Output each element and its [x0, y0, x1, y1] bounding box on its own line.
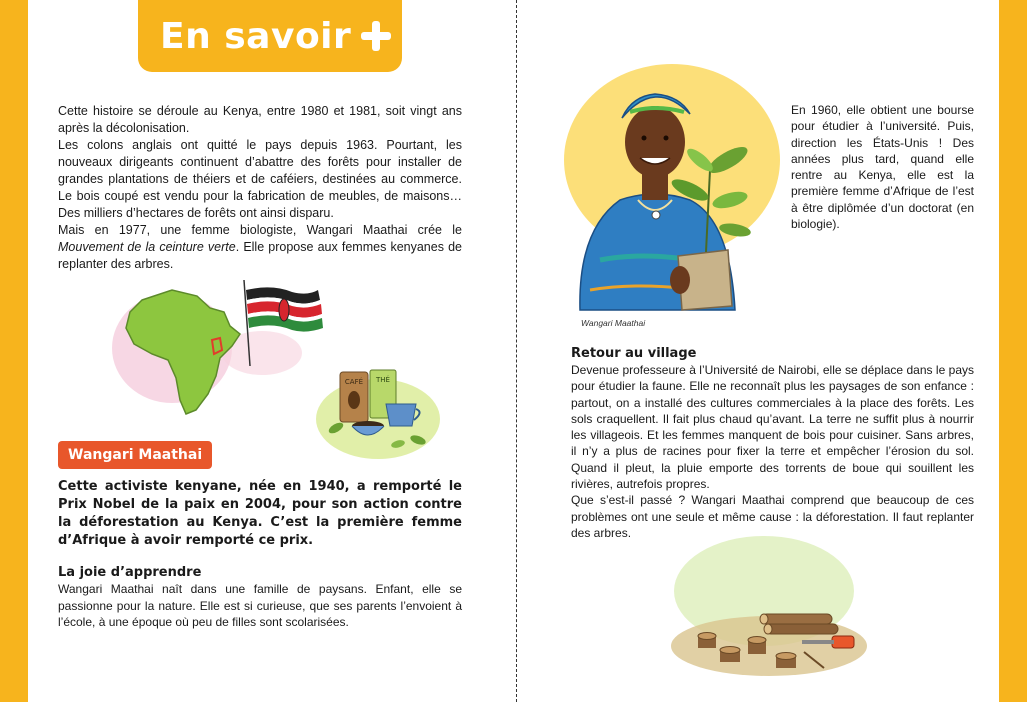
intro-paragraph-2: Les colons anglais ont quitté le pays depuis 1963. Pourtant, les nouveaux dirigeants continuent d’abattre des forêts pour installer de grandes plantations de théiers et de caféiers, destinées au commerce. Le bois coupé est vendu pour la fabrication de meubles, de maisons… Des milliers d’hectares de forêts ont ainsi disparu.	[58, 138, 462, 220]
retour-section-title: Retour au village	[571, 346, 697, 361]
en-savoir-plus-banner	[138, 0, 402, 72]
kenya-flag-icon	[246, 287, 323, 331]
cafe-label: CAFÉ	[344, 378, 364, 386]
left-margin-bar	[0, 0, 28, 702]
left-hand-icon	[670, 266, 690, 294]
coffee-tea-illustration	[318, 364, 448, 464]
portrait-caption: Wangari Maathai	[581, 318, 646, 328]
joie-paragraph: Wangari Maathai naît dans une famille de paysans. Enfant, elle se passionne pour la nature. Elle est si curieuse, que ses parents l’envoient à l’école, à une époque où peu de filles sont scolarisées.	[58, 582, 462, 629]
intro-text	[58, 103, 462, 273]
wangari-maathai-tag: Wangari Maathai	[58, 441, 212, 469]
page-fold-line	[516, 0, 517, 702]
university-text	[791, 102, 974, 232]
africa-map-kenya-flag-illustration	[112, 278, 332, 428]
retour-paragraph-2: Que s’est-il passé ? Wangari Maathai comprend que beaucoup de ces problèmes ont une seule et même cause : la déforestation. Il faut replanter des arbres.	[571, 493, 974, 540]
intro-p3-start: Mais en 1977, une femme biologiste, Wangari Maathai crée le	[58, 223, 462, 237]
log-pile-icon	[760, 614, 838, 634]
plus-icon	[361, 21, 391, 51]
joie-section-title: La joie d’apprendre	[58, 565, 202, 580]
intro-p3-end: . Elle propose aux femmes kenyanes de replanter des arbres.	[58, 240, 462, 271]
movement-name: Mouvement de la ceinture verte	[58, 240, 236, 254]
intro-paragraph-3	[58, 222, 462, 273]
retour-section-text	[571, 362, 974, 541]
university-paragraph: En 1960, elle obtient une bourse pour étudier à l’université. Puis, direction les États-Unis ! Des années plus tard, quand elle rentre au Kenya, elle est la première femme d’Afrique de l’est à être diplômée d’un doctorat (en biologie).	[791, 103, 974, 232]
intro-paragraph-1: Cette histoire se déroule au Kenya, entre 1980 et 1981, soit vingt ans après la décolonisation.	[58, 104, 462, 135]
banner-title: En savoir	[160, 15, 352, 57]
the-label: THÉ	[376, 376, 390, 384]
profile-summary: Cette activiste kenyane, née en 1940, a remporté le Prix Nobel de la paix en 2004, pour son action contre la déforestation au Kenya. C’est la première femme d’Afrique à avoir remporté ce prix.	[58, 479, 462, 548]
coffee-bag-icon	[340, 372, 368, 422]
joie-section-text	[58, 581, 462, 631]
wangari-maathai-portrait	[560, 60, 785, 316]
retour-paragraph-1: Devenue professeure à l’Université de Nairobi, elle se déplace dans le pays pour étudier la faune. Elle ne reconnaît plus les paysages de son enfance : partout, on a installé des cultures commerciales à la place des forêts. Les sols craquellent. Il fait plus chaud qu’avant. La terre ne suffit plus à nourrir les villageois. Et les femmes manquent de bois pour cuisiner. Sans arbres, il n’y a plus de racines pour fixer la terre et empêcher l’érosion du sol. Quand il pleut, la pluie emporte des torrents de boue qui souillent les rivières, autrefois propres.	[571, 363, 974, 492]
deforestation-illustration	[664, 536, 874, 686]
right-margin-bar	[999, 0, 1027, 702]
